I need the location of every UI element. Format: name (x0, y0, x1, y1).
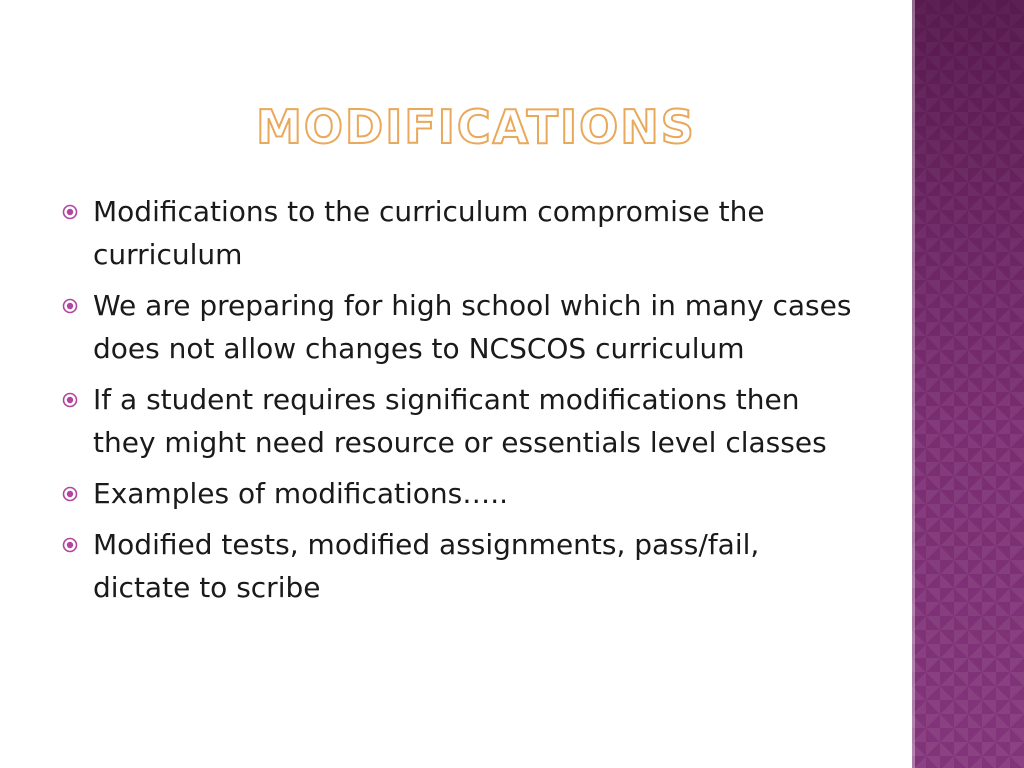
bullet-text: If a student requires significant modifications then they might need resource or essentials level classes (93, 383, 827, 459)
radio-bullet-icon (62, 298, 78, 314)
bullet-text: Modified tests, modified assignments, pass/fail, dictate to scribe (93, 528, 760, 604)
radio-bullet-icon (62, 204, 78, 220)
bullet-item (62, 523, 862, 609)
bullet-item (62, 190, 862, 276)
radio-bullet-icon (62, 392, 78, 408)
bullet-item (62, 284, 862, 370)
bullet-text: Modifications to the curriculum compromise the curriculum (93, 195, 765, 271)
bullet-text: We are preparing for high school which in many cases does not allow changes to NCSCOS curriculum (93, 289, 852, 365)
bullet-list (62, 190, 862, 617)
bullet-item (62, 378, 862, 464)
bullet-text: Examples of modifications….. (93, 477, 509, 510)
radio-bullet-icon (62, 537, 78, 553)
bullet-item (62, 472, 862, 515)
decorative-side-band (912, 0, 1024, 768)
slide-title: MODIFICATIONS (256, 100, 696, 154)
radio-bullet-icon (62, 486, 78, 502)
